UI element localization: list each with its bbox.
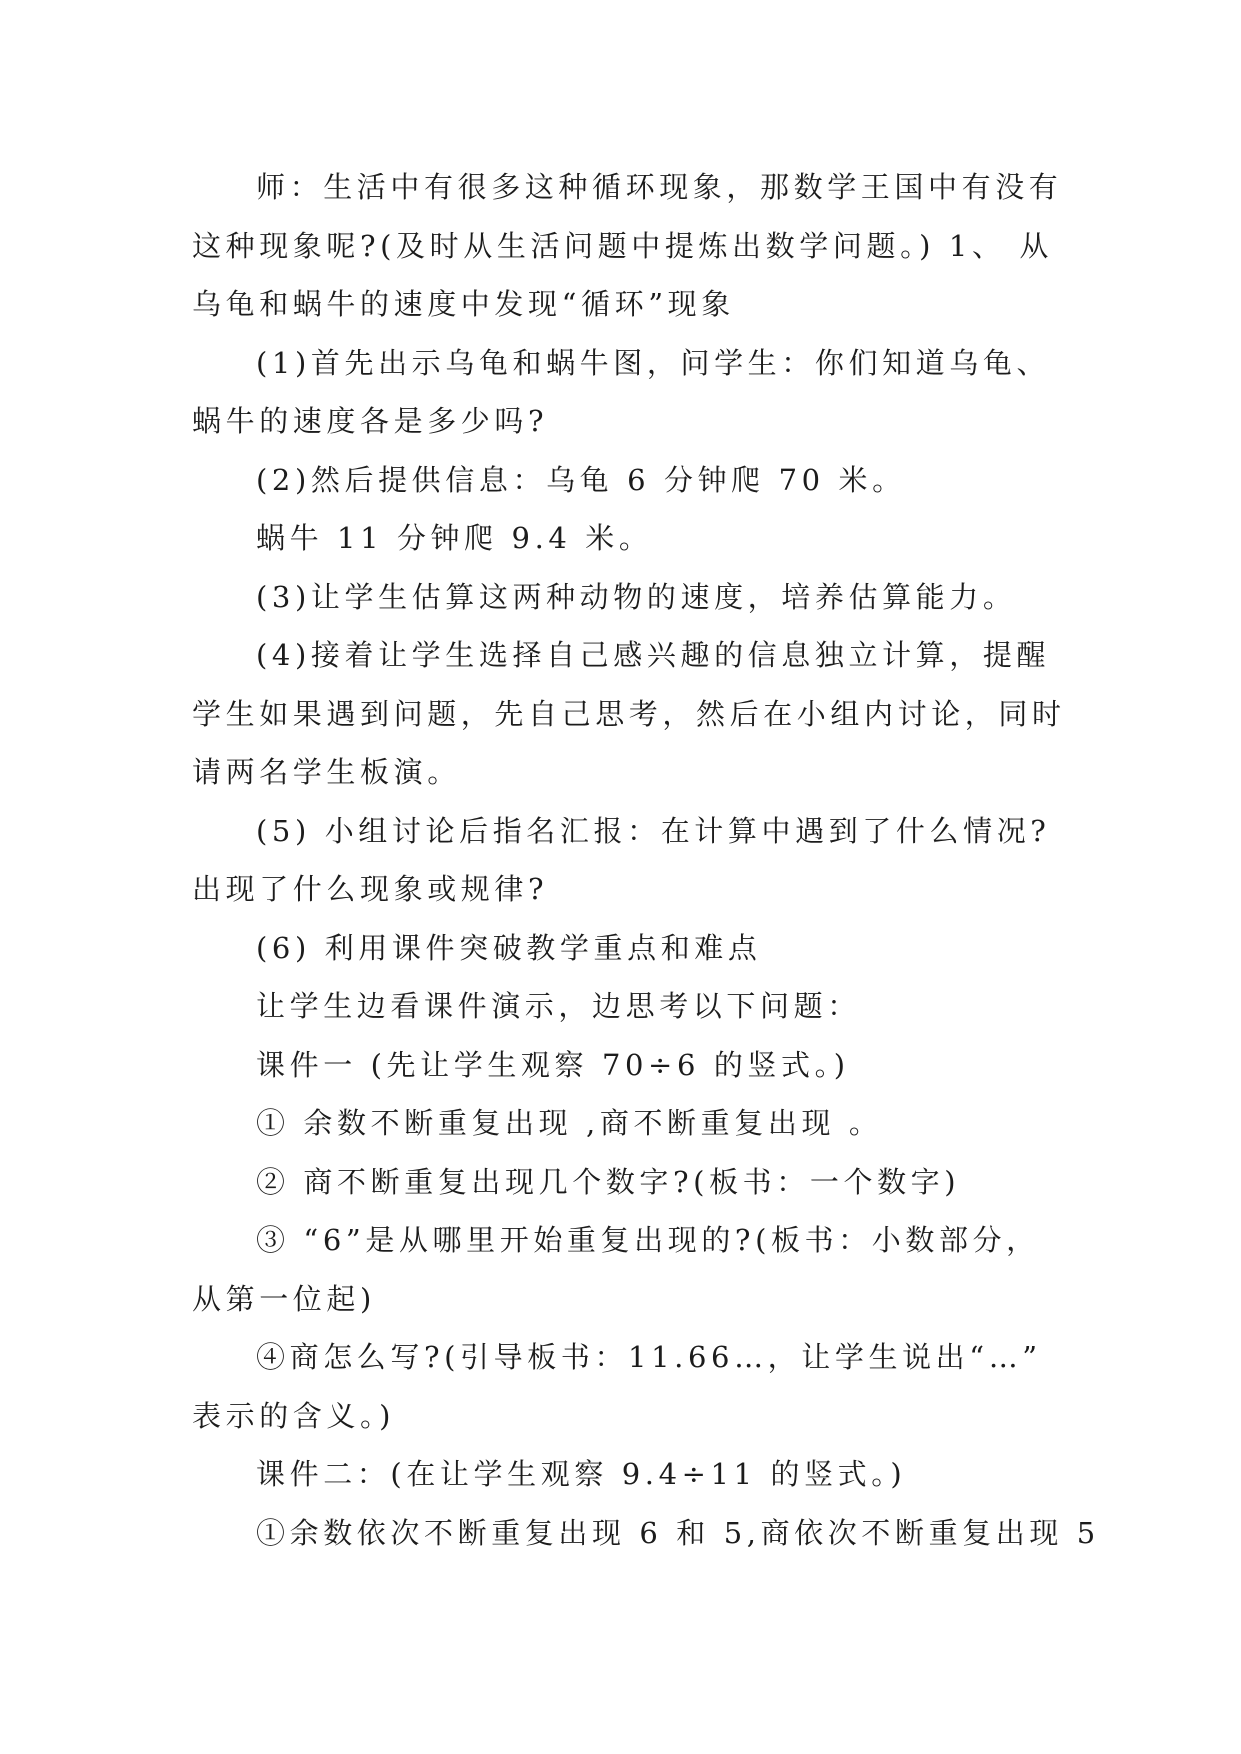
text-line: 蜗牛的速度各是多少吗? [192,404,549,438]
text-line: ② 商不断重复出现几个数字?(板书：一个数字) [256,1164,961,1199]
text-line: 课件一 (先让学生观察 70÷6 的竖式。) [256,1047,850,1082]
text-line: 学生如果遇到问题，先自己思考，然后在小组内讨论，同时 [192,696,1066,731]
text-line: 课件二：(在让学生观察 9.4÷11 的竖式。) [256,1457,907,1491]
text-line: 从第一位起) [192,1281,376,1316]
text-line: 师：生活中有很多这种循环现象，那数学王国中有没有 [256,170,1063,204]
text-line: 蜗牛 11 分钟爬 9.4 米。 [256,521,653,555]
text-line: (4)接着让学生选择自己感兴趣的信息独立计算，提醒 [256,638,1051,672]
document-body [192,158,1100,1562]
text-line: (1)首先出示乌龟和蜗牛图，问学生：你们知道乌龟、 [256,345,1051,380]
text-line: 表示的含义。) [192,1398,396,1433]
text-line: ④商怎么写?(引导板书：11.66…，让学生说出“…” [256,1340,1042,1374]
text-line: (5) 小组讨论后指名汇报：在计算中遇到了什么情况? [256,813,1051,848]
text-line: (2)然后提供信息：乌龟 6 分钟爬 70 米。 [256,462,906,497]
text-line: 让学生边看课件演示，边思考以下问题： [256,989,861,1023]
text-line: (3)让学生估算这两种动物的速度，培养估算能力。 [256,579,1017,614]
text-line: (6) 利用课件突破教学重点和难点 [256,930,762,965]
text-line: ① 余数不断重复出现 ,商不断重复出现 。 [256,1106,883,1140]
text-line: ③ “6”是从哪里开始重复出现的?(板书：小数部分， [256,1223,1040,1257]
text-line: 请两名学生板演。 [192,755,461,789]
text-line: 这种现象呢?(及时从生活问题中提炼出数学问题。) 1、 从 [192,228,1053,263]
text-line: 出现了什么现象或规律? [192,872,549,906]
text-line: 乌龟和蜗牛的速度中发现“循环”现象 [192,287,735,321]
text-line: ①余数依次不断重复出现 6 和 5,商依次不断重复出现 5 [256,1515,1100,1550]
